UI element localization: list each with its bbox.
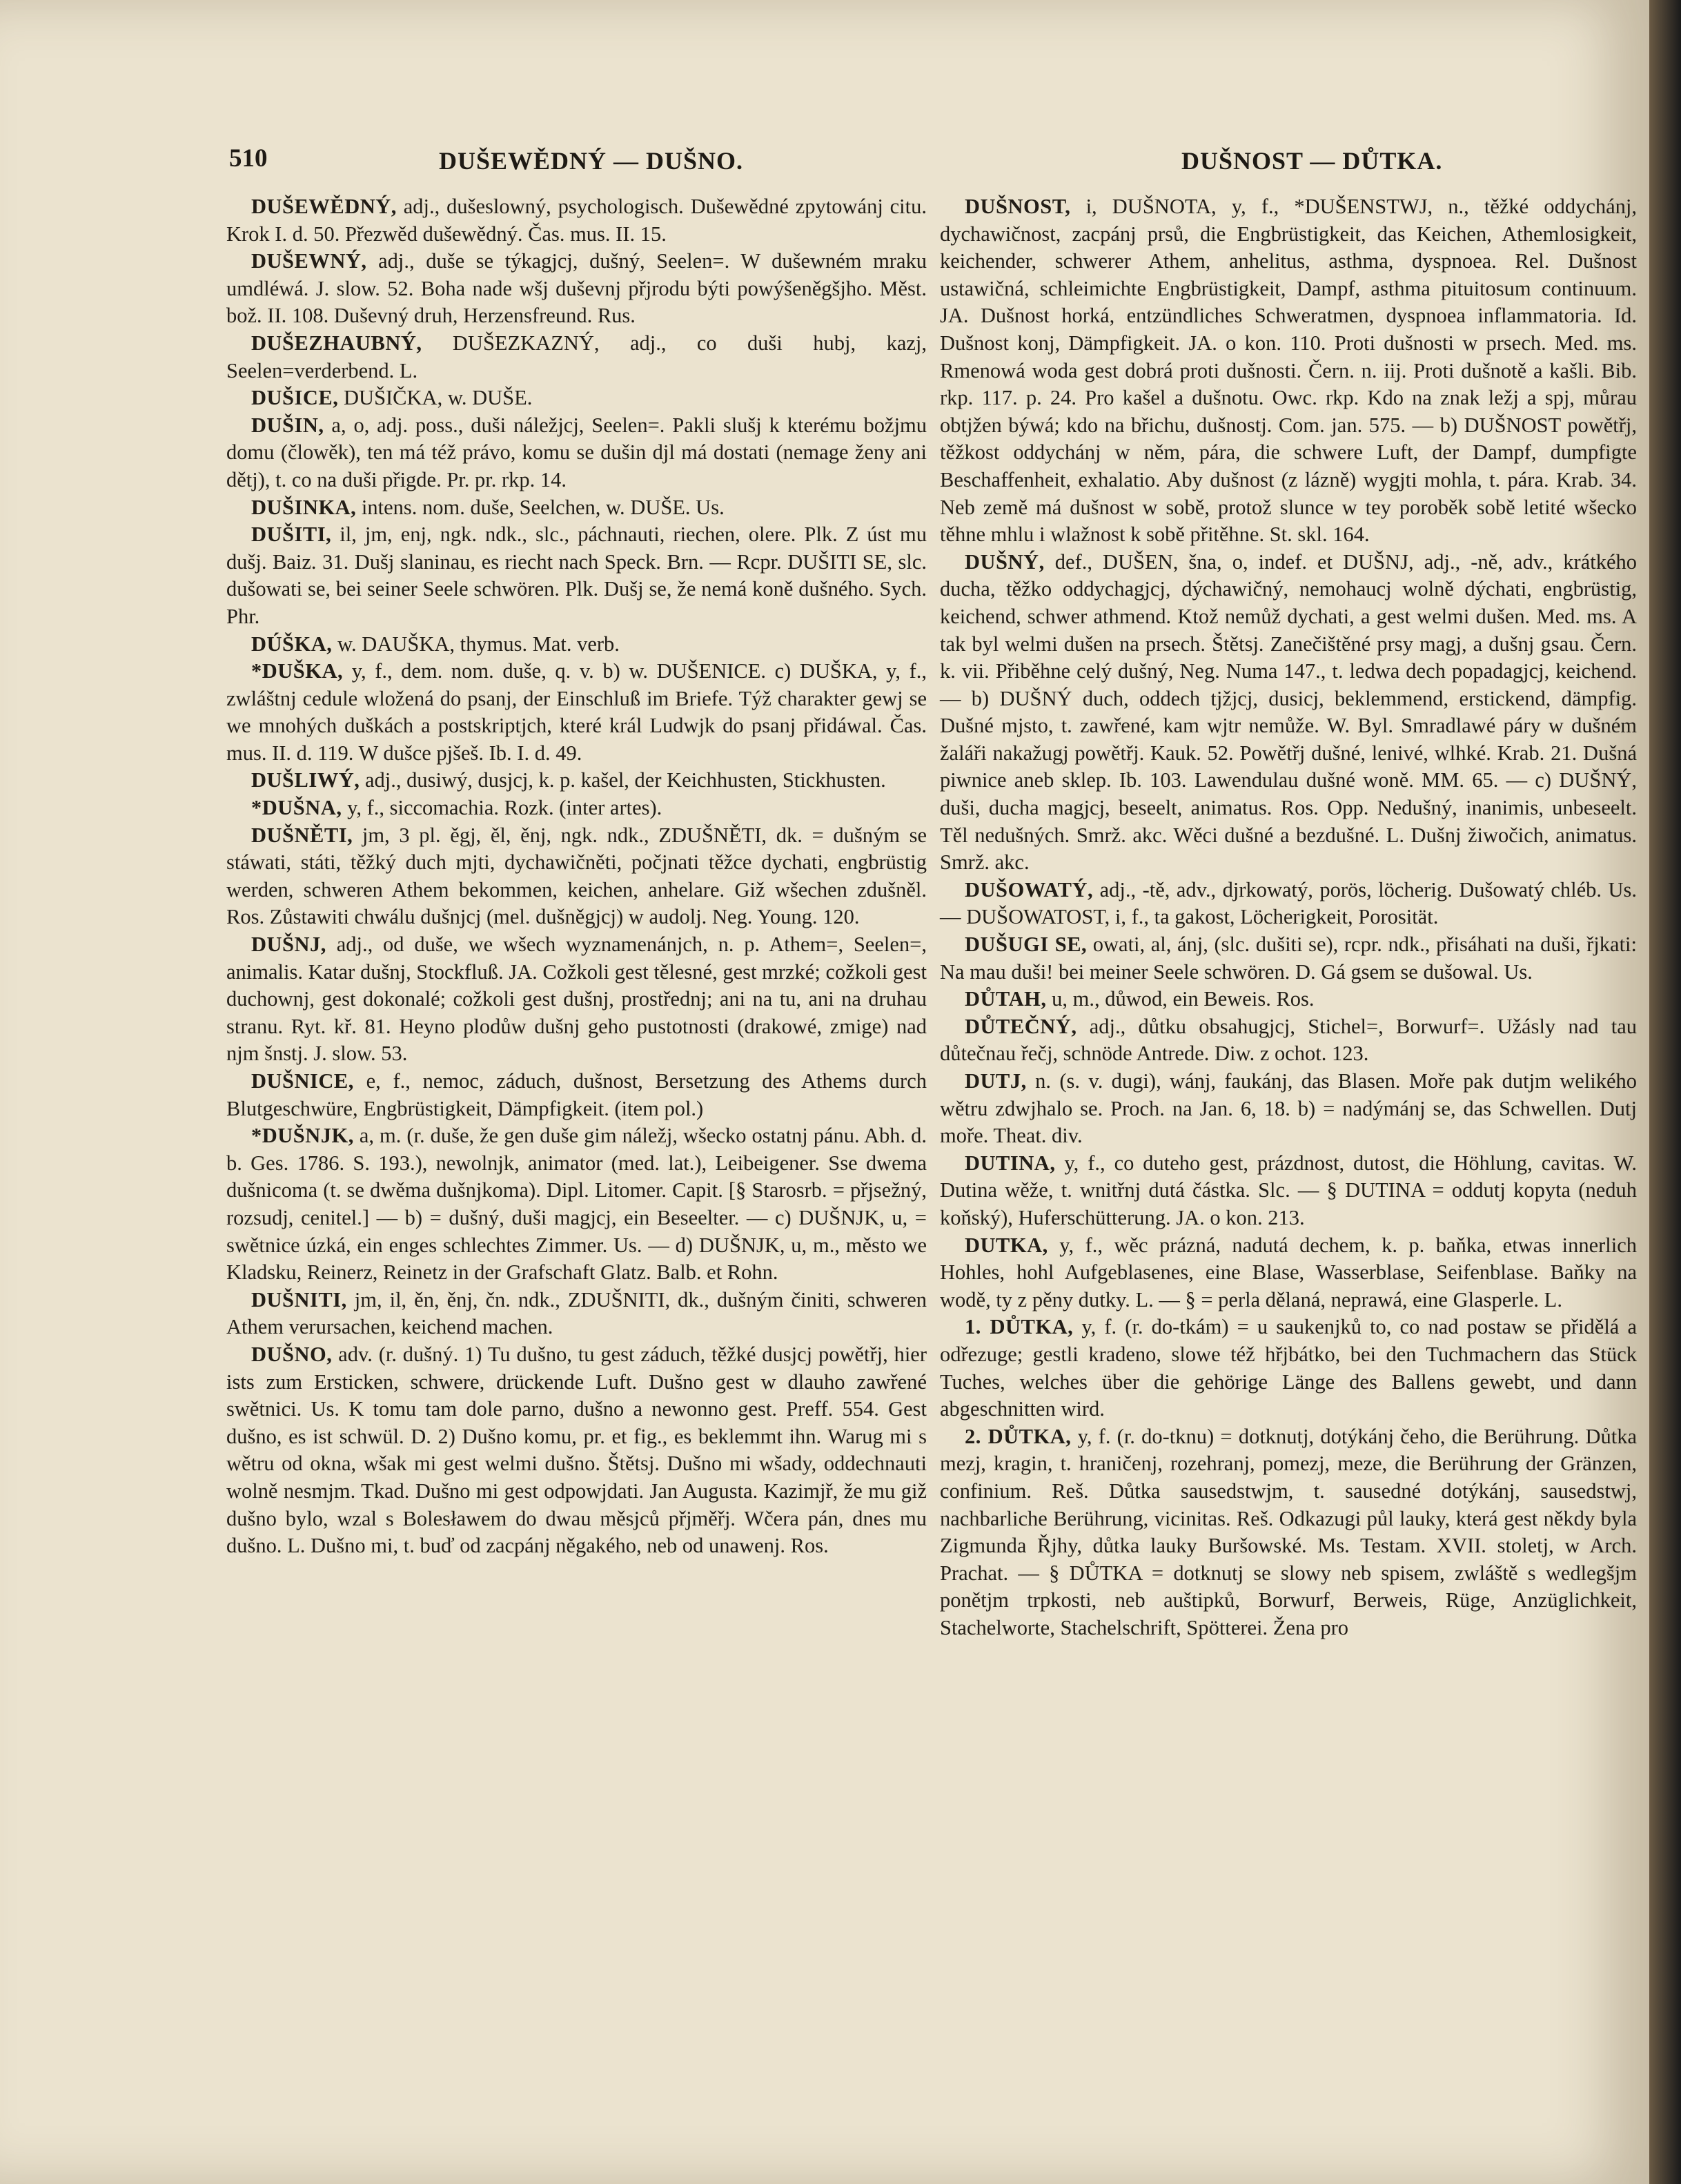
- entry-text: adj., důtku obsahugjcj, Stichel=, Borwurf=. Užásly nad tau důtečnau řečj, schnöde Antrede. Diw. z ochot. 123.: [940, 1014, 1637, 1066]
- entry-headword: DUŠOWATÝ,: [965, 877, 1094, 901]
- entry-text: DUŠEZKAZNÝ, adj., co duši hubj, kazj, Seelen=verderbend. L.: [226, 331, 927, 382]
- entry-text: y, f., siccomachia. Rozk. (inter artes).: [347, 796, 662, 820]
- entry-headword: DŮTAH,: [965, 987, 1047, 1011]
- entry-text: jm, 3 pl. ěgj, ěl, ěnj, ngk. ndk., ZDUŠNĚTI, dk. = dušným se stáwati, státi, těžký duch mjti, dychawičněti, počjnati těžce dychati, engbrüstig werden, schweren Athem bekommen, keichen, anhelare. Giž wšechen zdušněl. Ros. Zůstawiti chwálu dušnjcj (mel. dušněgjcj) w audolj. Neg. Young. 120.: [226, 823, 927, 929]
- left-column: [226, 193, 927, 1560]
- dictionary-entry: [940, 877, 1637, 931]
- entry-text: jm, il, ěn, ěnj, čn. ndk., ZDUŠNITI, dk., dušným činiti, schweren Athem verursachen, keichend machen.: [226, 1287, 927, 1339]
- entry-headword: DUŠEWNÝ,: [251, 249, 367, 273]
- entry-headword: DUTINA,: [965, 1151, 1056, 1175]
- right-running-header: DUŠNOST — DŮTKA.: [1181, 147, 1443, 175]
- entry-headword: DUŠNICE,: [251, 1069, 354, 1093]
- entry-headword: DUŠIN,: [251, 413, 324, 437]
- entry-text: u, m., důwod, ein Beweis. Ros.: [1052, 987, 1315, 1011]
- entry-text: intens. nom. duše, Seelchen, w. DUŠE. Us.: [361, 495, 725, 519]
- dictionary-entry: [226, 1287, 927, 1341]
- entry-headword: DUŠITI,: [251, 523, 332, 547]
- dictionary-entry: [226, 794, 927, 822]
- entry-headword: DUŠLIWÝ,: [251, 768, 360, 792]
- entry-headword: DUŠNITI,: [251, 1287, 347, 1312]
- entry-headword: DUŠICE,: [251, 386, 339, 410]
- book-spine: [1649, 0, 1681, 2184]
- dictionary-entry: [940, 986, 1637, 1013]
- dictionary-entry: [226, 330, 927, 384]
- dictionary-entry: [226, 193, 927, 248]
- dictionary-entry: [226, 631, 927, 659]
- dictionary-entry: [940, 549, 1637, 877]
- entry-headword: DUŠUGI SE,: [965, 933, 1088, 957]
- dictionary-entry: [940, 1068, 1637, 1150]
- entry-headword: DUŠEZHAUBNÝ,: [251, 331, 422, 355]
- entry-text: adj., duše se týkagjcj, dušný, Seelen=. W dušewném mraku umdléwá. J. slow. 52. Boha nade wšj duševnj přjrodu býti powýšeněgšjho. Měst. bož. II. 108. Duševný druh, Herzensfreund. Rus.: [226, 249, 927, 328]
- dictionary-entry: [940, 193, 1637, 549]
- entry-text: adj., dušeslowný, psychologisch. Dušewědné zpytowánj citu. Krok I. d. 50. Přezwěd dušewědný. Čas. mus. II. 15.: [226, 195, 927, 246]
- dictionary-entry: [226, 494, 927, 522]
- entry-text: a, m. (r. duše, že gen duše gim náležj, wšecko ostatnj pánu. Abh. d. b. Ges. 1786. S. 193.), newolnjk, animator (med. lat.), Leibeigener. Sse dwema dušnicoma (t. se dwěma dušnjkoma). Dipl. Litomer. Capit. [§ Starosrb. = přjsežný, rozsudj, cenitel.] — b) = dušný, duši magjcj, ein Beseelter. — c) DUŠNJK, u, = swětnice úzká, ein enges schlechtes Zimmer. Us. — d) DUŠNJK, u, m., město we Kladsku, Reinerz, Reinetz in der Grafschaft Glatz. Balb. et Rohn.: [226, 1124, 927, 1285]
- entry-headword: DUTKA,: [965, 1233, 1048, 1257]
- entry-text: adv. (r. dušný. 1) Tu dušno, tu gest záduch, těžké dusjcj powětřj, hier ists zum Ersticken, schwere, drückende Luft. Dušno gest w dlauho zawřené swětnici. Us. K tomu tam dole parno, dušno a newonno gest. Preff. 554. Gest dušno, es ist schwül. D. 2) Dušno komu, pr. et fig., es beklemmt ihn. Warug mi s wětru od okna, wšak mi gest welmi dušno. Štětsj. Dušno mi wšady, oddechnauti wolně nesmjm. Tkad. Dušno mi gest odpowjdati. Jan Augusta. Kazimjř, že mu giž dušno bylo, wzal s Bolesławem do dwau měsjců přjměřj. Wčera pán, dnes mu dušno. L. Dušno mi, t. buď od zacpánj něgakého, neb od unawenj. Ros.: [226, 1342, 927, 1558]
- dictionary-entry: [226, 412, 927, 494]
- dictionary-entry: [226, 1122, 927, 1287]
- dictionary-entry: [226, 767, 927, 794]
- dictionary-entry: [226, 1341, 927, 1560]
- entry-text: y, f., dem. nom. duše, q. v. b) w. DUŠENICE. c) DUŠKA, y, f., zwláštnj cedule wložená do psanj, der Einschluß im Briefe. Týž charakter gewj se we mnohých duškách a postskriptjch, které král Ludwjk do psanj přidáwal. Čas. mus. II. d. 119. W dušce pjšeš. Ib. I. d. 49.: [226, 659, 927, 765]
- dictionary-entry: [226, 248, 927, 330]
- dictionary-entry: [940, 1013, 1637, 1068]
- dictionary-entry: [226, 1068, 927, 1122]
- entry-text: a, o, adj. poss., duši náležjcj, Seelen=. Pakli slušj k kterému božjmu domu (člowěk), ten má též právo, komu se dušin djl má dostati (nemage ženy ani dětj), t. co na duši přigde. Pr. pr. rkp. 14.: [226, 413, 927, 491]
- dictionary-entry: [226, 822, 927, 931]
- entry-headword: DUŠNOST,: [965, 195, 1071, 218]
- entry-text: i, DUŠNOTA, y, f., *DUŠENSTWJ, n., těžké oddychánj, dychawičnost, zacpánj prsů, die Engbrüstigkeit, das Keichen, Athemlosigkeit, keichender, schwerer Athem, anhelitus, asthma, dyspnoea. Rel. Dušnost ustawičná, schleimichte Engbrüstigkeit, Dampf, asthma pituitosum continuum. JA. Dušnost horká, entzündliches Schweratmen, dyspnoea inflammatoria. Id. Dušnost konj, Dämpfigkeit. JA. o kon. 110. Proti dušnosti w prsech. Med. ms. Rmenowá woda gest dobrá proti dušnosti. Čern. n. iij. Proti dušnotě a kašli. Bib. rkp. 117. p. 24. Pro kašel a dušnotu. Owc. rkp. Kdo na znak ležj a spj, můrau obtjžen býwá; kdo na břichu, dušnostj. Com. jan. 575. — b) DUŠNOST powětřj, těžkost oddychánj w něm, pára, die schwere Luft, der Dampf, dumpfigte Beschaffenheit, exhalatio. Aby dušnost (z lázně) wygjti mohla, t. pára. Krab. 34. Neb země má dušnost w sobě, protož slunce w tey poroběk sobě letité wšecko těhne mhlu i wlažnost k sobě přitěhne. St. skl. 164.: [940, 195, 1637, 547]
- entry-text: def., DUŠEN, šna, o, indef. et DUŠNJ, adj., -ně, adv., krátkého ducha, těžko oddychagjcj, dýchawičný, nemohaucj wolně dýchati, engbrüstig, keichend, schwer athmend. Ktož nemůž dychati, a gest welmi dušen. Med. ms. A tak byl welmi dušen na prsech. Štětsj. Zanečištěné prsy magj, a dušnj gsau. Čern. k. vii. Přiběhne celý dušný, Neg. Numa 147., t. ledwa dech popadagjcj, keichend. — b) DUŠNÝ duch, oddech tjžjcj, dusicj, beklemmend, erstickend, dämpfig. Dušné mjsto, t. zawřené, kam wjtr nemůže. W. Byl. Smradlawé páry w dušném žaláři nakažugj powětřj. Kauk. 52. Powětřj dušné, lenivé, wlhké. Krab. 21. Dušná piwnice aneb sklep. Ib. 103. Lawendulau dušné woně. MM. 65. — c) DUŠNÝ, duši, ducha magjcj, beseelt, animatus. Ros. Opp. Nedušný, inanimis, unbeseelt. Těl nedušných. Smrž. akc. Wěci dušné a bezdušné. L. Dušnj žiwočich, animatus. Smrž. akc.: [940, 549, 1637, 875]
- dictionary-entry: [940, 1423, 1637, 1642]
- left-running-header: DUŠEWĚDNÝ — DUŠNO.: [439, 147, 744, 175]
- entry-text: y, f., wěc prázná, nadutá dechem, k. p. baňka, etwas innerlich Hohles, hohl Aufgeblasenes, eine Blase, Wasserblase, Seifenblase. Baňky na wodě, ty z pěny dutky. L. — § = perla dělaná, neprawá, eine Glasperle. L.: [940, 1233, 1637, 1312]
- entry-headword: DÚŠKA,: [251, 632, 333, 656]
- entry-headword: *DUŠNA,: [251, 796, 342, 820]
- entry-headword: *DUŠKA,: [251, 659, 344, 683]
- entry-text: adj., od duše, we wšech wyznamenánjch, n. p. Athem=, Seelen=, animalis. Katar dušnj, Stockfluß. JA. Cožkoli gest tělesné, gest mrzké; cožkoli gest duchownj, gest dokonalé; cožkoli gest dušnj, prostřednj; ani na tu, ani na druhau stranu. Ryt. kř. 81. Heyno plodůw dušnj geho pustotnosti (drakowé, zmige) nad njm šnstj. J. slow. 53.: [226, 933, 927, 1066]
- entry-text: DUŠIČKA, w. DUŠE.: [344, 386, 533, 410]
- entry-headword: 2. DŮTKA,: [965, 1424, 1072, 1448]
- entry-headword: 1. DŮTKA,: [965, 1315, 1074, 1339]
- entry-headword: DUŠNÝ,: [965, 549, 1045, 574]
- page-number: 510: [229, 144, 268, 173]
- right-column: [940, 193, 1637, 1641]
- entry-headword: *DUŠNJK,: [251, 1124, 354, 1148]
- dictionary-entry: [226, 521, 927, 630]
- entry-headword: DUŠNJ,: [251, 933, 326, 957]
- entry-text: adj., dusiwý, dusjcj, k. p. kašel, der Keichhusten, Stickhusten.: [365, 768, 886, 792]
- dictionary-entry: [226, 384, 927, 412]
- entry-text: w. DAUŠKA, thymus. Mat. verb.: [337, 632, 620, 656]
- entry-headword: DŮTEČNÝ,: [965, 1014, 1077, 1038]
- entry-text: e, f., nemoc, záduch, dušnost, Bersetzung des Athems durch Blutgeschwüre, Engbrüstigkeit, Dämpfigkeit. (item pol.): [226, 1069, 927, 1120]
- entry-text: owati, al, ánj, (slc. dušiti se), rcpr. ndk., přisáhati na duši, řjkati: Na mau duši! bei meiner Seele schwören. D. Gá gsem se dušowal. Us.: [940, 933, 1637, 984]
- entry-headword: DUŠINKA,: [251, 495, 357, 519]
- entry-text: y, f., co duteho gest, prázdnost, dutost, die Höhlung, cavitas. W. Dutina wěže, t. wnitřnj dutá částka. Slc. — § DUTINA = oddutj kopyta (neduh koňský), Huferschütterung. JA. o kon. 213.: [940, 1151, 1638, 1229]
- dictionary-entry: [940, 1150, 1637, 1232]
- entry-text: il, jm, enj, ngk. ndk., slc., páchnauti, riechen, olere. Plk. Z úst mu dušj. Baiz. 31. Dušj slaninau, es riecht nach Speck. Brn. — Rcpr. DUŠITI SE, slc. dušowati se, bei seiner Seele schwören. Plk. Dušj se, že nemá koně dušného. Sych. Phr.: [226, 523, 927, 628]
- dictionary-entry: [940, 1314, 1637, 1423]
- dictionary-entry: [940, 931, 1637, 986]
- entry-text: n. (s. v. dugi), wánj, faukánj, das Blasen. Moře pak dutjm welikého wětru zdwjhalo se. Proch. na Jan. 6, 18. b) = nadýmánj se, das Schwellen. Dutj moře. Theat. div.: [940, 1069, 1637, 1148]
- entry-headword: DUŠNO,: [251, 1342, 333, 1366]
- entry-headword: DUTJ,: [965, 1069, 1027, 1093]
- entry-headword: DUŠNĚTI,: [251, 823, 353, 847]
- entry-headword: DUŠEWĚDNÝ,: [251, 195, 397, 218]
- entry-text: adj., -tě, adv., djrkowatý, porös, löcherig. Dušowatý chléb. Us. — DUŠOWATOST, i, f., ta gakost, Löcherigkeit, Porosität.: [940, 877, 1637, 929]
- dictionary-entry: [226, 658, 927, 767]
- dictionary-entry: [940, 1232, 1637, 1314]
- entry-text: y, f. (r. do-tknu) = dotknutj, dotýkánj čeho, die Berührung. Důtka mezj, kragin, t. hraničenj, rozehranj, pomezj, meze, die Berührung der Gränzen, confinium. Reš. Důtka sausedstwjm, t. sausedné dotýkánj, sausedstwj, nachbarliche Berührung, vicinitas. Reš. Odkazugi půl lauky, která gest někdy byla Zigmunda Řjhy, důtka lauky Buršowské. Ms. Testam. XVII. stoletj, w Arch. Prachat. — § DŮTKA = dotknutj se slowy neb spisem, zwláště s wedlegšjm ponětjm trpkosti, neb auštipků, Borwurf, Berweis, Rüge, Anzüglichkeit, Stachelworte, Stachelschrift, Spötterei. Žena pro: [940, 1424, 1637, 1639]
- entry-text: y, f. (r. do-tkám) = u saukenjků to, co nad postaw se přidělá a odřezuge; gestli kradeno, slowe též hřjbátko, bei den Tuchmachern das Stück Tuches, welches über die gehörige Länge des Ballens gewebt, und dann abgeschnitten wird.: [940, 1315, 1637, 1421]
- dictionary-entry: [226, 931, 927, 1068]
